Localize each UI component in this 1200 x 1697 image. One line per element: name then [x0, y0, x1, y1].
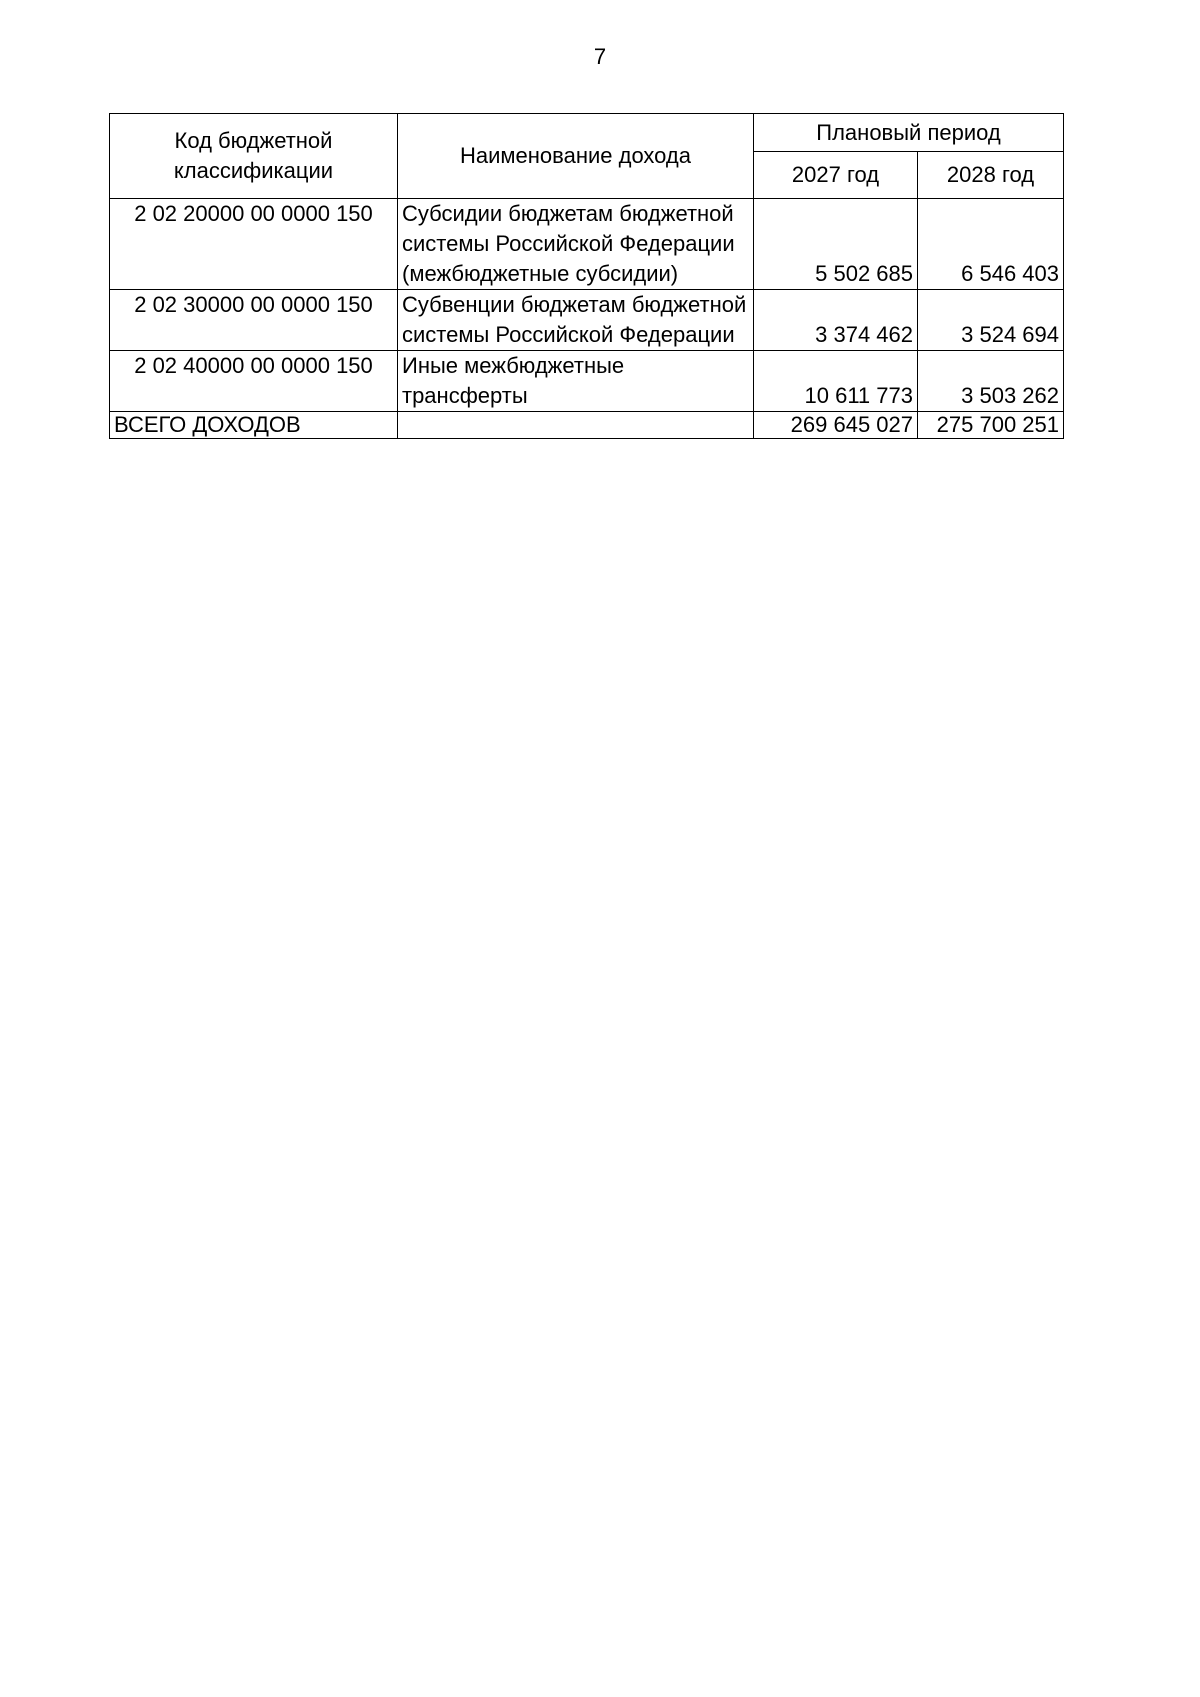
total-value-2028: 275 700 251: [918, 412, 1064, 439]
table-row: [110, 199, 1064, 290]
row-code: 2 02 20000 00 0000 150: [110, 199, 398, 290]
header-code: Код бюджетной классификации: [110, 114, 398, 199]
row-value-2027: 3 374 462: [754, 290, 918, 351]
row-value-2028: 6 546 403: [918, 199, 1064, 290]
header-period: Плановый период: [754, 114, 1064, 152]
header-year-2028: 2028 год: [918, 152, 1064, 199]
row-code: 2 02 40000 00 0000 150: [110, 351, 398, 412]
row-name: Иные межбюджетные трансферты: [398, 351, 754, 412]
total-row: [110, 412, 1064, 439]
row-value-2027: 5 502 685: [754, 199, 918, 290]
table-row: [110, 290, 1064, 351]
row-code: 2 02 30000 00 0000 150: [110, 290, 398, 351]
total-label: ВСЕГО ДОХОДОВ: [110, 412, 398, 439]
row-name: Субсидии бюджетам бюджетной системы Российской Федерации (межбюджетные субсидии): [398, 199, 754, 290]
row-value-2028: 3 524 694: [918, 290, 1064, 351]
table-row: [110, 351, 1064, 412]
revenue-table: [109, 113, 1064, 439]
header-year-2027: 2027 год: [754, 152, 918, 199]
row-name: Субвенции бюджетам бюджетной системы Российской Федерации: [398, 290, 754, 351]
header-name: Наименование дохода: [398, 114, 754, 199]
page-number: 7: [593, 44, 607, 69]
total-empty-cell: [398, 412, 754, 439]
total-value-2027: 269 645 027: [754, 412, 918, 439]
row-value-2027: 10 611 773: [754, 351, 918, 412]
row-value-2028: 3 503 262: [918, 351, 1064, 412]
